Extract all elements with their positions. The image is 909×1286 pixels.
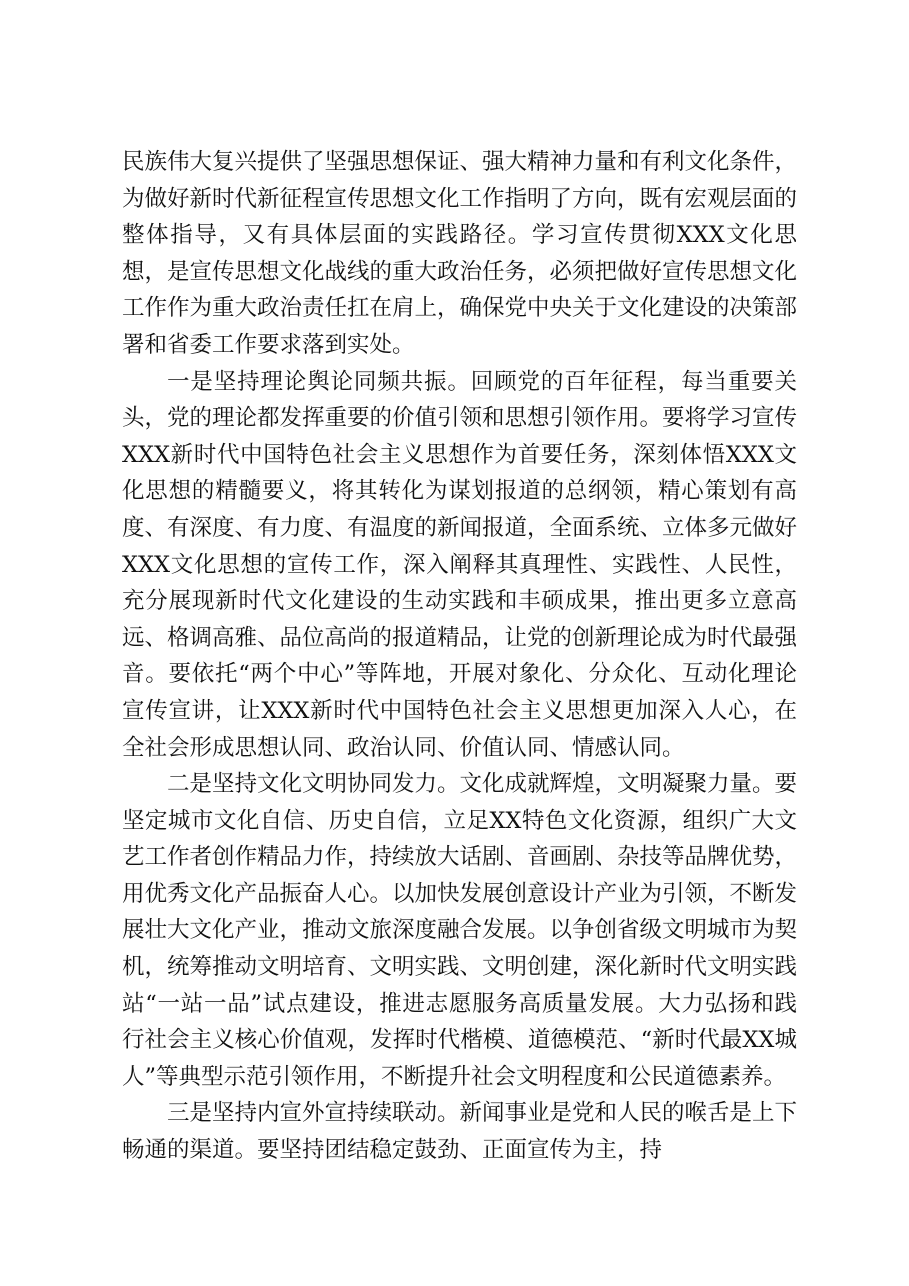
paragraph-culture-civilization: 二是坚持文化文明协同发力。文化成就辉煌，文明凝聚力量。要坚定城市文化自信、历史自信，立足XX特色文化资源，组织广大文艺工作者创作精品力作，持续放大话剧、音画剧、杂技等品牌优势，用优秀文化产品振奋人心。以加快发展创意设计产业为引领，不断发展壮大文化产业，推动文旅深度融合发展。以争创省级文明城市为契机，统筹推动文明培育、文明实践、文明创建，深化新时代文明实践站“一站一品”试点建设，推进志愿服务高质量发展。大力弘扬和践行社会主义核心价值观，发挥时代楷模、道德模范、“新时代最XX城人”等典型示范引领作用，不断提升社会文明程度和公民道德素养。: [122, 771, 798, 1090]
document-body: [122, 144, 797, 1169]
paragraph-theory-public-opinion: 一是坚持理论舆论同频共振。回顾党的百年征程，每当重要关头，党的理论都发挥重要的价值引领和思想引领作用。要将学习宣传XXX新时代中国特色社会主义思想作为首要任务，深刻体悟XXX文化思想的精髓要义，将其转化为谋划报道的总纲领，精心策划有高度、有深度、有力度、有温度的新闻报道，全面系统、立体多元做好XXX文化思想的宣传工作，深入阐释其真理性、实践性、人民性，充分展现新时代文化建设的生动实践和丰硕成果，推出更多立意高远、格调高雅、品位高尚的报道精品，让党的创新理论成为时代最强音。要依托“两个中心”等阵地，开展对象化、分众化、互动化理论宣传宣讲，让XXX新时代中国特色社会主义思想更加深入人心，在全社会形成思想认同、政治认同、价值认同、情感认同。: [122, 368, 798, 761]
paragraph-continuation: 民族伟大复兴提供了坚强思想保证、强大精神力量和有利文化条件，为做好新时代新征程宣传思想文化工作指明了方向，既有宏观层面的整体指导，又有具体层面的实践路径。学习宣传贯彻XXX文化思想，是宣传思想文化战线的重大政治任务，必须把做好宣传思想文化工作作为重大政治责任扛在肩上，确保党中央关于文化建设的决策部署和省委工作要求落到实处。: [122, 149, 798, 358]
paragraph-internal-external-publicity: 三是坚持内宣外宣持续联动。新闻事业是党和人民的喉舌是上下畅通的渠道。要坚持团结稳定鼓劲、正面宣传为主，持: [122, 1100, 798, 1164]
